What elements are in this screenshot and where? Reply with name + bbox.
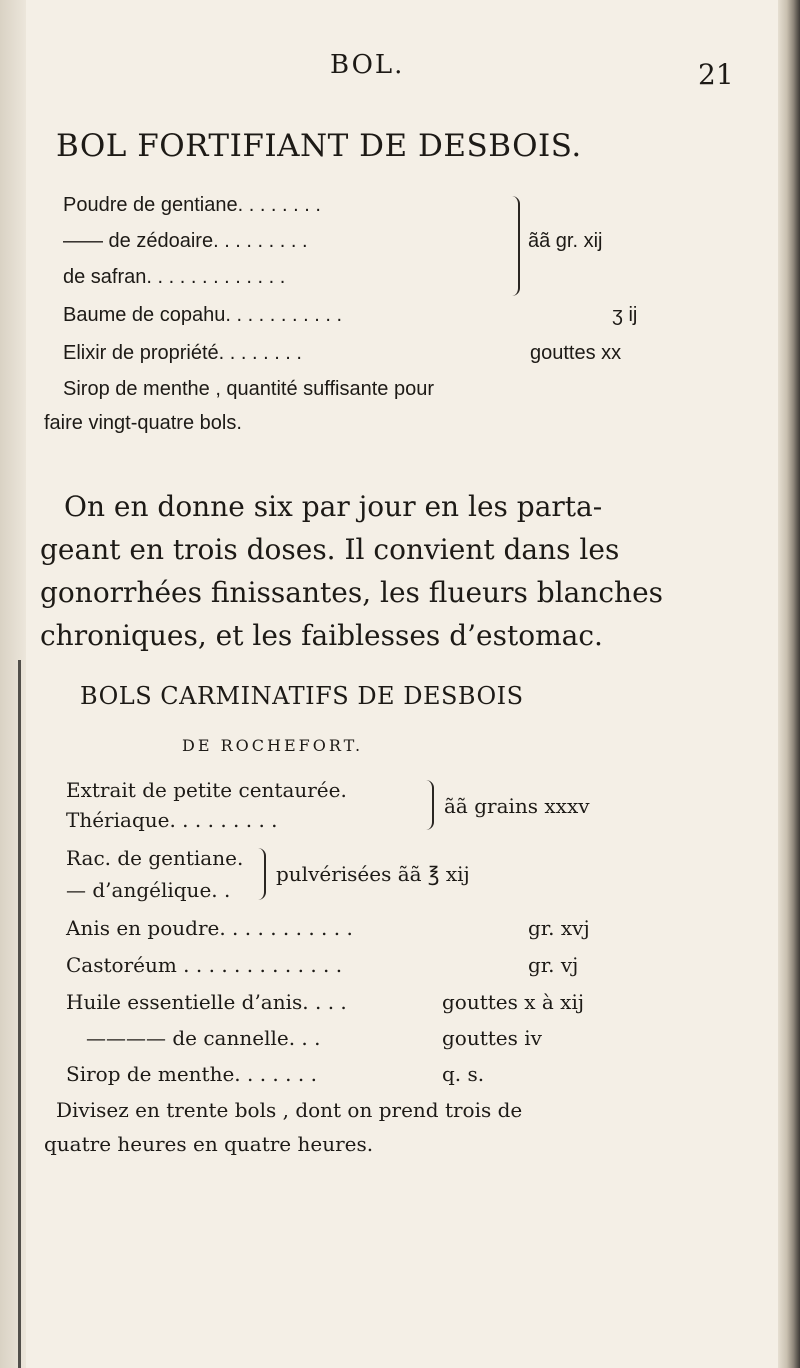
ingredient-line: Poudre de gentiane. . . . . . . .: [63, 194, 321, 216]
dose: ãã gr. xij: [528, 230, 603, 252]
dose: pulvérisées ãã ℥ xij: [276, 862, 470, 886]
ingredient-line: ———— de cannelle. . .: [86, 1026, 321, 1050]
dose: gouttes iv: [442, 1026, 542, 1050]
paragraph-line: chroniques, et les faiblesses d’estomac.: [40, 619, 603, 652]
brace: [420, 780, 434, 830]
paragraph-line: On en donne six par jour en les parta-: [64, 490, 603, 523]
dose: ʒ ij: [612, 304, 638, 326]
ingredient-line: Huile essentielle d’anis. . . .: [66, 990, 347, 1014]
closing-line: quatre heures en quatre heures.: [44, 1132, 374, 1156]
ingredient-line: Rac. de gentiane.: [66, 846, 244, 870]
brace: [506, 196, 520, 296]
section-title-bols-carminatifs: BOLS CARMINATIFS DE DESBOIS: [80, 682, 524, 710]
closing-line: Divisez en trente bols , dont on prend trois de: [56, 1098, 523, 1122]
paragraph-line: geant en trois doses. Il convient dans les: [40, 533, 620, 566]
running-head: BOL.: [330, 50, 405, 80]
ingredient-line: faire vingt-quatre bols.: [44, 412, 242, 434]
section-subtitle: DE ROCHEFORT.: [182, 736, 364, 755]
paragraph-line: gonorrhées finissantes, les flueurs blanches: [40, 576, 664, 609]
ingredient-line: —— de zédoaire. . . . . . . . .: [63, 230, 308, 252]
ingredient-line: Thériaque. . . . . . . . .: [66, 808, 278, 832]
section-title-bol-fortifiant: BOL FORTIFIANT DE DESBOIS.: [56, 128, 582, 164]
dose: gr. vj: [528, 953, 579, 977]
page-gutter: [0, 0, 26, 1368]
ingredient-line: Elixir de propriété. . . . . . . .: [63, 342, 302, 364]
ingredient-line: Anis en poudre. . . . . . . . . . .: [66, 916, 353, 940]
dose: gouttes xx: [530, 342, 622, 364]
ingredient-line: Extrait de petite centaurée.: [66, 778, 347, 802]
page-edge: [778, 0, 800, 1368]
ingredient-line: Castoréum . . . . . . . . . . . . .: [66, 953, 343, 977]
ingredient-line: Baume de copahu. . . . . . . . . . .: [63, 304, 343, 326]
ingredient-line: — d’angélique. .: [66, 878, 231, 902]
dose: ãã grains xxxv: [444, 794, 590, 818]
ingredient-line: Sirop de menthe. . . . . . .: [66, 1062, 317, 1086]
brace: [252, 848, 266, 900]
ingredient-line: Sirop de menthe , quantité suffisante pour: [63, 378, 434, 400]
binding-shadow: [18, 660, 21, 1368]
page-number: 21: [698, 58, 734, 91]
dose: gouttes x à xij: [442, 990, 585, 1014]
dose: q. s.: [442, 1062, 485, 1086]
dose: gr. xvj: [528, 916, 590, 940]
ingredient-line: de safran. . . . . . . . . . . . .: [63, 266, 286, 288]
